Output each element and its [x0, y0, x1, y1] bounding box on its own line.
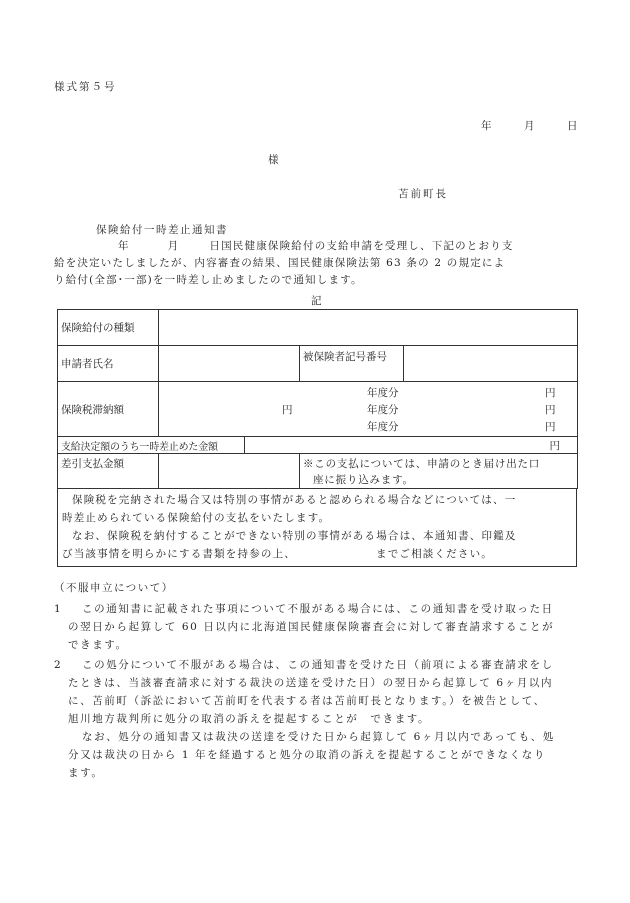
notice-p2-line-1: なお、保険税を納付することができない特別の事情がある場合は、本通知書、印鑑及: [72, 530, 517, 542]
row-suspended-amount: [58, 437, 578, 454]
intro-line-1: [54, 238, 578, 255]
appeal-item-1-line-2: の翌日から起算して 60 日以内に北海道国民健康保険審査会に対して審査請求することが: [68, 621, 555, 633]
appeal-item-2-line-7: ます。: [68, 767, 104, 779]
notice-p2-line-2: [62, 545, 572, 563]
fiscal-year-yen-3: 円: [545, 421, 556, 433]
appeal-item-1-line-3: できます。: [68, 639, 128, 651]
net-payment-label: 差引支払金額: [58, 454, 159, 489]
appeal-item-2-line-2: たときは、当該審査請求に対する裁決の送達を受けた日）の翌日から起算して 6ヶ月以内: [68, 677, 554, 689]
benefit-form-table: [57, 309, 578, 489]
date-day-label: 日: [567, 120, 578, 132]
appeal-item-1-number: 1: [54, 603, 63, 615]
intro-line-1-text: 日国民健康保険給付の支給申請を受理し、下記のとおり支: [209, 240, 514, 252]
appeal-item-1-line-1: この通知書に記載された事項について不服がある場合には、この通知書を受け取った日: [82, 603, 554, 615]
appeal-list: [54, 600, 578, 782]
appeal-item-2-line-6: 分又は裁決の日から 1 年を経過すると処分の取消の訴えを提起することができなくなり: [68, 749, 546, 761]
notice-box: [57, 489, 577, 567]
fiscal-year-share-1: 年度分: [367, 387, 399, 399]
intro-year: 年: [118, 240, 130, 252]
insured-symbol-label: 被保険者記号番号: [300, 346, 404, 382]
appeal-item-2-number: 2: [54, 659, 63, 671]
row-benefit-type: [58, 310, 578, 346]
fiscal-year-share-2: 年度分: [367, 404, 399, 416]
appeal-item-2-line-4: 旭川地方裁判所に処分の取消の訴えを提起することが できます。: [68, 713, 431, 725]
appeal-item-2: [54, 656, 578, 782]
tax-arrears-value: [159, 382, 578, 437]
addressee-suffix: 様: [268, 154, 279, 166]
applicant-name-label: 申請者氏名: [58, 346, 159, 382]
suspended-amount-value: [245, 437, 578, 454]
ki-label: 記: [311, 295, 322, 307]
issuer-name: 苫前町長: [398, 188, 448, 200]
appeal-item-2-line-3: に、苫前町（訴訟において苫前町を代表する者は苫前町長となります。）を被告として、: [68, 695, 546, 707]
fiscal-year-yen-1: 円: [545, 387, 556, 399]
intro-month: 月: [167, 240, 180, 252]
tax-arrears-label: 保険税滞納額: [58, 382, 159, 437]
appeal-item-2-line-5: なお、処分の通知書又は裁決の送達を受けた日から起算して 6ヶ月以内であっても、処: [82, 731, 555, 743]
suspended-amount-label: 支給決定額のうち一時差止めた金額: [58, 437, 245, 454]
row-net-payment: [58, 454, 578, 489]
notice-p1-line-1: 保険税を完納された場合又は特別の事情があると認められる場合などについては、一: [72, 494, 517, 506]
insured-symbol-value: [404, 346, 578, 382]
notice-p2-line-2-b: までご相談ください。: [376, 548, 493, 560]
payment-note-line-1: ※この支払については、申請のとき届け出た口: [303, 458, 541, 470]
intro-line-3: り給付(全部･一部)を一時差し止めましたので通知します。: [54, 274, 363, 286]
suspended-amount-yen: 円: [549, 439, 560, 452]
intro-paragraph: [54, 238, 578, 289]
applicant-name-value: [159, 346, 300, 382]
net-payment-value: [159, 454, 300, 489]
arrears-total-yen: 円: [282, 404, 293, 416]
payment-note: [300, 454, 578, 489]
notice-p2-line-2-a: び当該事情を明らかにする書類を持参の上、: [62, 548, 296, 560]
fiscal-year-share-3: 年度分: [367, 421, 399, 433]
notice-p1-line-2: 時差止められている保険給付の支払をいたします。: [62, 512, 331, 524]
appeal-item-1: [54, 600, 578, 654]
intro-line-2: 給を決定いたしましたが、内容審査の結果、国民健康保険法第 63 条の 2 の規定によ: [54, 257, 506, 269]
form-number: 様式第５号: [54, 81, 117, 93]
date-year-label: 年: [481, 120, 492, 132]
payment-note-line-2: 座に振り込みます。: [313, 474, 414, 486]
document-title: 保険給付一時差止通知書: [96, 224, 228, 236]
row-tax-arrears: [58, 382, 578, 437]
date-month-label: 月: [524, 120, 535, 132]
benefit-type-label: 保険給付の種類: [58, 310, 159, 346]
appeal-item-2-line-1: この処分について不服がある場合は、この通知書を受けた日（前項による審査請求をし: [82, 659, 554, 671]
row-applicant: [58, 346, 578, 382]
fiscal-year-yen-2: 円: [545, 404, 556, 416]
benefit-type-value: [159, 310, 578, 346]
appeal-heading: （不服申立について）: [54, 582, 174, 594]
